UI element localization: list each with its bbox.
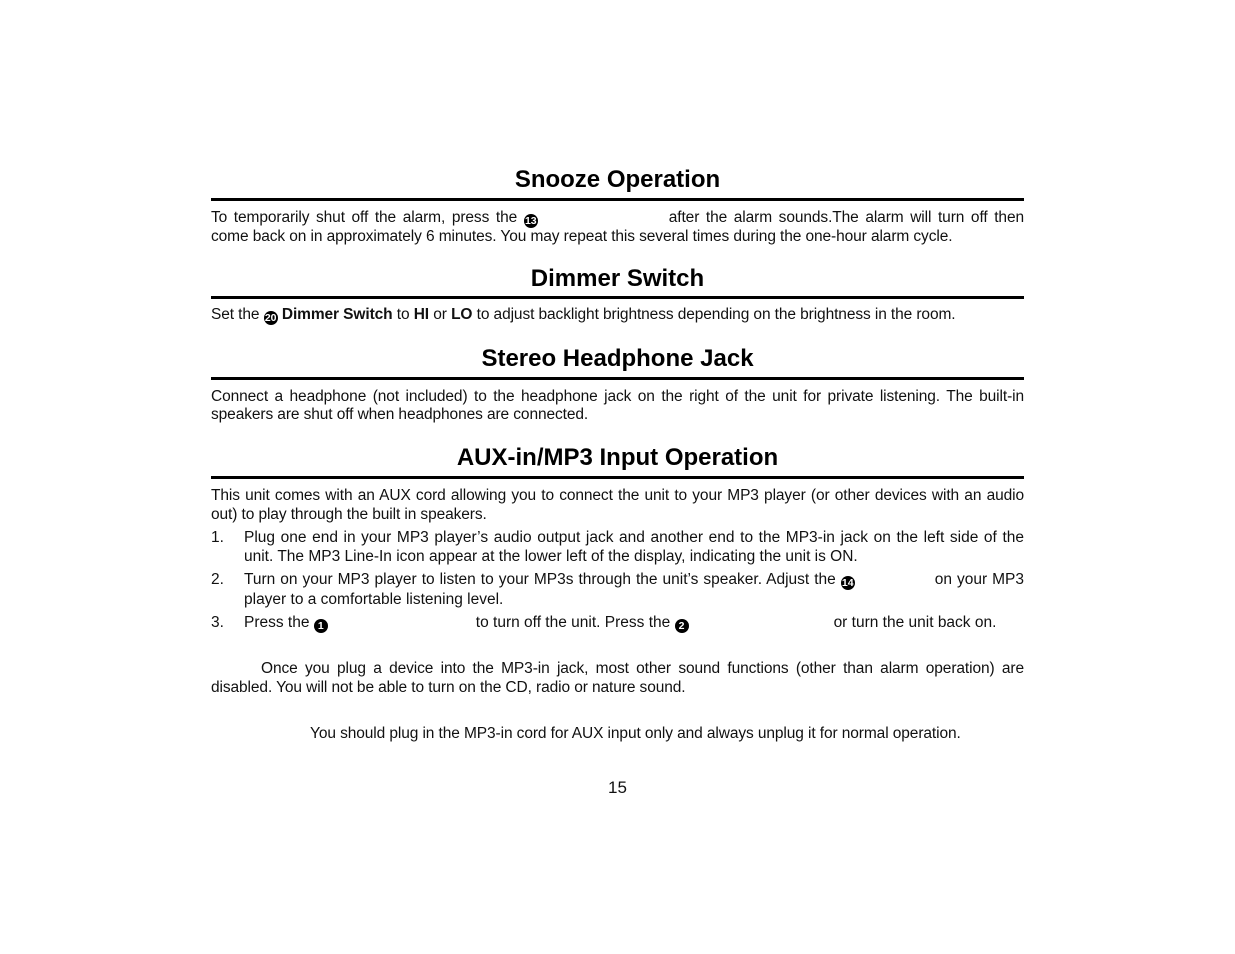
snooze-text-a: To temporarily shut off the alarm, press the	[211, 209, 518, 226]
step-text: Plug one end in your MP3 player’s audio output jack and another end to the MP3-in jack on the left side of the unit. The MP3 Line-In icon appear at the lower left of the display, indicating the unit is ON.	[244, 529, 1024, 565]
headphone-paragraph: Connect a headphone (not included) to the headphone jack on the right of the unit for private listening. The built-in speakers are shut off when headphones are connected.	[211, 388, 1024, 423]
dimmer-lo-label: LO	[451, 306, 473, 323]
snooze-text-b: after the alarm sounds.The alarm will turn off then come back on in approximately 6 minutes. You may repeat this several times during the one-hour alarm cycle.	[211, 209, 1024, 245]
snooze-rule	[211, 198, 1024, 201]
aux-caution	[211, 725, 1024, 743]
dimmer-text-b: to	[396, 306, 410, 323]
dimmer-text-c: or	[433, 306, 447, 323]
dimmer-switch-label: Dimmer Switch	[281, 306, 393, 323]
step-text-b: on your MP3 player to a comfortable listening level.	[244, 571, 1024, 608]
list-item	[211, 528, 1024, 566]
step-number: 3.	[211, 614, 224, 631]
dimmer-paragraph	[211, 306, 1024, 325]
step-number: 2.	[211, 571, 224, 588]
aux-note	[211, 659, 1024, 697]
aux-steps-list	[211, 528, 1024, 637]
step-text-c: or turn the unit back on.	[833, 614, 997, 631]
aux-rule	[211, 476, 1024, 479]
list-item	[211, 570, 1024, 609]
volume-number-icon: 14	[841, 577, 854, 589]
step-text-a: Press the	[244, 614, 310, 631]
headphone-heading: Stereo Headphone Jack	[481, 345, 754, 372]
dimmer-heading: Dimmer Switch	[530, 265, 705, 292]
snooze-paragraph	[211, 209, 1024, 246]
snooze-button-number-icon: 13	[525, 215, 537, 227]
list-item	[211, 613, 1024, 633]
dimmer-number-icon: 20	[264, 312, 277, 324]
aux-intro: This unit comes with an AUX cord allowing you to connect the unit to your MP3 player (or other devices with an audio out) to play through the built in speakers.	[211, 487, 1024, 523]
aux-heading: AUX-in/MP3 Input Operation	[456, 444, 779, 471]
power-on-number-icon: 2	[675, 619, 689, 633]
page-number: 15	[608, 778, 627, 797]
headphone-rule	[211, 377, 1024, 380]
aux-caution-text: You should plug in the MP3-in cord for AUX input only and always unplug it for normal operation.	[310, 725, 961, 742]
step-number: 1.	[211, 529, 224, 546]
dimmer-text-d: to adjust backlight brightness depending on the brightness in the room.	[476, 306, 956, 323]
power-number-icon: 1	[314, 619, 328, 633]
step-text-a: Turn on your MP3 player to listen to your MP3s through the unit’s speaker. Adjust the	[244, 571, 836, 588]
dimmer-text-a: Set the	[211, 306, 260, 323]
aux-note-text: Once you plug a device into the MP3-in jack, most other sound functions (other than alarm operation) are disabled. You will not be able to turn on the CD, radio or nature sound.	[211, 660, 1024, 696]
snooze-heading: Snooze Operation	[514, 166, 721, 193]
dimmer-rule	[211, 296, 1024, 299]
step-text-b: to turn off the unit. Press the	[475, 614, 671, 631]
dimmer-hi-label: HI	[413, 306, 430, 323]
